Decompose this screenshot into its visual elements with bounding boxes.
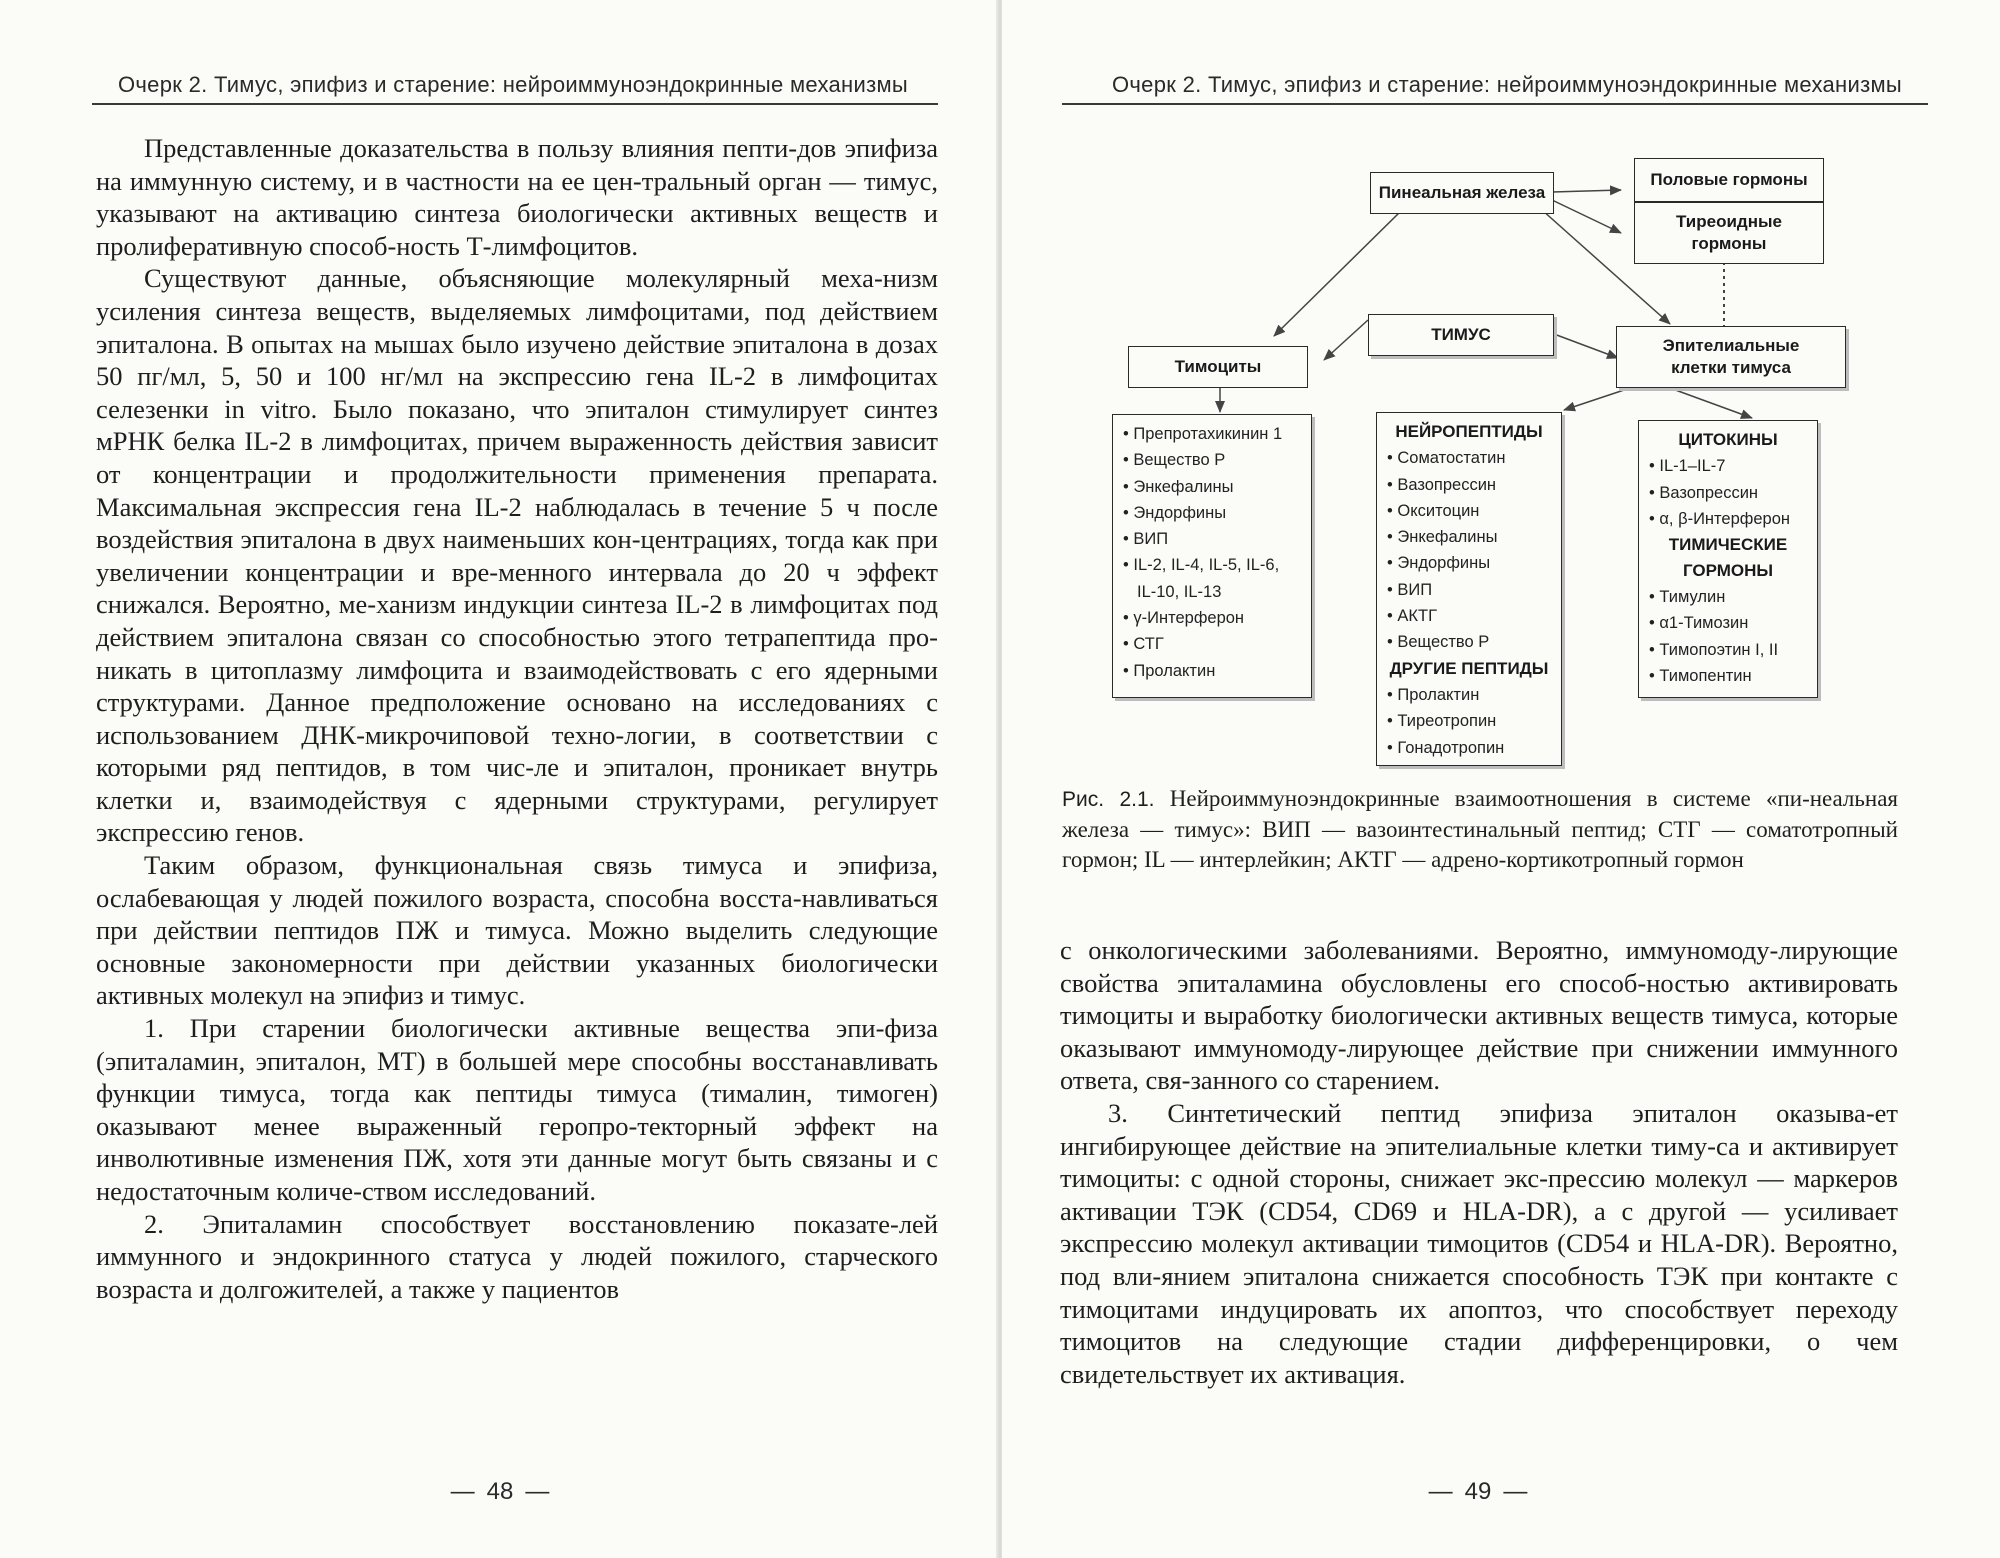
- figure-caption: [1062, 784, 1898, 875]
- list-item: IL-10, IL-13: [1137, 582, 1222, 601]
- neuropeptides-box: [1376, 412, 1562, 766]
- list-item: • Эндорфины: [1387, 550, 1551, 576]
- list-item: • Тимулин: [1649, 584, 1807, 610]
- paragraph: Представленные доказательства в пользу влияния пепти-дов эпифиза на иммунную систему, и в частности на ее цен-тральный орган — тимус, указывают на активацию синтеза биологически активных веществ и пролиферативную способ-ность Т-лимфоцитов.: [96, 133, 938, 261]
- list-item: • IL-2, IL-4, IL-5, IL-6,: [1123, 552, 1301, 578]
- cytokines-box: [1638, 420, 1818, 698]
- list-item: • Пролактин: [1123, 658, 1301, 684]
- list-item: • Вещество Р: [1123, 447, 1301, 473]
- list-item: • α1-Тимозин: [1649, 610, 1807, 636]
- list-item: • Энкефалины: [1387, 524, 1551, 550]
- list-item: • Вещество Р: [1387, 629, 1551, 655]
- paragraph: с онкологическими заболеваниями. Вероятно, иммуномоду-лирующие свойства эпиталамина обусловлены его способ-ностью активировать тимоциты и выработку биологически активных веществ тимуса, которые оказывают иммуномоду-лирующее действие при снижении иммунного ответа, свя-занного со старением.: [1060, 935, 1898, 1096]
- list-item: • Энкефалины: [1123, 474, 1301, 500]
- list-item: • α, β-Интерферон: [1649, 506, 1807, 532]
- other-peptides-heading: ДРУГИЕ ПЕПТИДЫ: [1389, 658, 1549, 678]
- body-text: [96, 132, 938, 1305]
- list-item: • ВИП: [1123, 526, 1301, 552]
- list-item: • ВИП: [1387, 577, 1551, 603]
- arrow-thymus-to-thymocytes: [1324, 320, 1368, 360]
- cytokines-heading: ЦИТОКИНЫ: [1678, 430, 1778, 449]
- page-number-value: 48: [486, 1478, 514, 1505]
- page-number: — 49 —: [1428, 1478, 1528, 1505]
- list-item: • Вазопрессин: [1387, 472, 1551, 498]
- running-head: Очерк 2. Тимус, эпифиз и старение: нейроиммуноэндокринные механизмы: [118, 72, 909, 97]
- page-number: — 48 —: [450, 1478, 550, 1505]
- thymus-box: ТИМУС: [1368, 314, 1554, 356]
- thymic-hormones-heading: ТИМИЧЕСКИЕ ГОРМОНЫ: [1668, 535, 1788, 581]
- list-item: • Тимопоэтин I, II: [1649, 637, 1807, 663]
- caption-label: Рис. 2.1.: [1062, 788, 1155, 811]
- list-item: • СТГ: [1123, 631, 1301, 657]
- caption-text: Нейроиммуноэндокринные взаимоотношения в системе «пи-неальная железа — тимус»: ВИП — вазоинтестинальный пептид; СТГ — соматотропный гормон; IL — интерлейкин; АКТГ — адрено-кортикотропный гормон: [1062, 786, 1898, 872]
- paragraph: 3. Синтетический пептид эпифиза эпиталон оказыва-ет ингибирующее действие на эпителиальные клетки тиму-са и активирует тимоциты: с одной стороны, снижает экс-прессию молекул — маркеров активации ТЭК (CD54, CD69 и HLA-DR), а с другой — усиливает экспрессию молекул активации тимоцитов (CD54 и HLA-DR). Вероятно, под вли-янием эпиталона снижается способность ТЭК при контакте с тимоцитами индуцировать их апоптоз, что способствует переходу тимоцитов на следующие стадии дифференцировки, о чем свидетельствует их активация.: [1060, 1097, 1898, 1389]
- list-item: • Вазопрессин: [1649, 480, 1807, 506]
- paragraph: Таким образом, функциональная связь тимуса и эпифиза, ослабевающая у людей пожилого возраста, способна восста-навливаться при действии пептидов ПЖ и тимуса. Можно выделить следующие основные закономерности при действии указанных биологически активных молекул на эпифиз и тимус.: [96, 850, 938, 1011]
- list-item: • Тимопентин: [1649, 663, 1807, 689]
- thymocytes-box: Тимоциты: [1128, 346, 1308, 388]
- left-page: [0, 0, 998, 1558]
- list-item: • АКТГ: [1387, 603, 1551, 629]
- list-item: • γ-Интерферон: [1123, 605, 1301, 631]
- neuropeptides-heading: НЕЙРОПЕПТИДЫ: [1395, 422, 1543, 441]
- list-item: • Препротахикинин 1: [1123, 421, 1301, 447]
- thyroid-hormones-box: Тиреоидные гормоны: [1634, 202, 1824, 264]
- header-rule: [92, 103, 938, 105]
- list-item: • IL-1–IL-7: [1649, 453, 1807, 479]
- paragraph: 2. Эпиталамин способствует восстановлению показате-лей иммунного и эндокринного статуса у людей пожилого, старческого возраста и долгожителей, а также у пациентов: [96, 1208, 938, 1304]
- list-item: • Соматостатин: [1387, 445, 1551, 471]
- running-head: Очерк 2. Тимус, эпифиз и старение: нейроиммуноэндокринные механизмы: [1112, 72, 1903, 97]
- paragraph: Существуют данные, объясняющие молекулярный меха-низм усиления синтеза веществ, выделяемых лимфоцитами, под действием эпиталона. В опытах на мышах было изучено действие эпиталона в дозах 50 пг/мл, 5, 50 и 100 нг/мл на экспрессию гена IL-2 в лимфоцитах селезенки in vitro. Было показано, что эпиталон стимулирует синтез мРНК белка IL-2 в лимфоцитах, причем выраженность действия зависит от концентрации и продолжительности применения препарата. Максимальная экспрессия гена IL-2 наблюдалась в течение 5 ч после воздействия эпиталона в двух наименьших кон-центрациях, тогда как при увеличении концентрации и вре-менного интервала до 20 ч эффект снижался. Вероятно, ме-ханизм индукции синтеза IL-2 в лимфоцитах под действием эпиталона связан со способностью этого тетрапептида про-никать в цитоплазму лимфоцита и взаимодействовать с его ядерными структурами. Данное предположение основано на исследованиях с использованием ДНК-микрочиповой техно-логии, в соответствии с которыми ряд пептидов, в том чис-ле и эпиталон, проникает внутрь клетки и, взаимодействуя с ядерными структурами, регулирует экспрессию генов.: [96, 263, 938, 848]
- body-text: [1060, 934, 1898, 1390]
- list-item: • Эндорфины: [1123, 500, 1301, 526]
- figure-diagram: [1002, 0, 2000, 800]
- arrow-epithelial-to-cytokines: [1670, 388, 1752, 418]
- paragraph: 1. При старении биологически активные вещества эпи-физа (эпиталамин, эпиталон, МТ) в большей мере способны восстанавливать функции тимуса, тогда как пептиды тимуса (тималин, тимоген) оказывают менее выраженный геропро-текторный эффект на инволютивные изменения ПЖ, хотя эти данные могут быть связаны и с недостаточным количе-ством исследований.: [96, 1013, 938, 1206]
- arrow-thymus-to-epithelial: [1554, 334, 1618, 358]
- pineal-gland-box: Пинеальная железа: [1370, 172, 1554, 214]
- epithelial-cells-box: Эпителиальные клетки тимуса: [1616, 326, 1846, 388]
- list-item: • Тиреотропин: [1387, 708, 1551, 734]
- thymocyte-products-box: [1112, 414, 1312, 698]
- right-page: [1002, 0, 2000, 1558]
- list-item: • Окситоцин: [1387, 498, 1551, 524]
- arrow-pineal-to-sex-hormones: [1552, 190, 1621, 192]
- list-item: • Гонадотропин: [1387, 735, 1551, 761]
- list-item: • Пролактин: [1387, 682, 1551, 708]
- page-number-value: 49: [1464, 1478, 1492, 1505]
- sex-hormones-box: Половые гормоны: [1634, 158, 1824, 202]
